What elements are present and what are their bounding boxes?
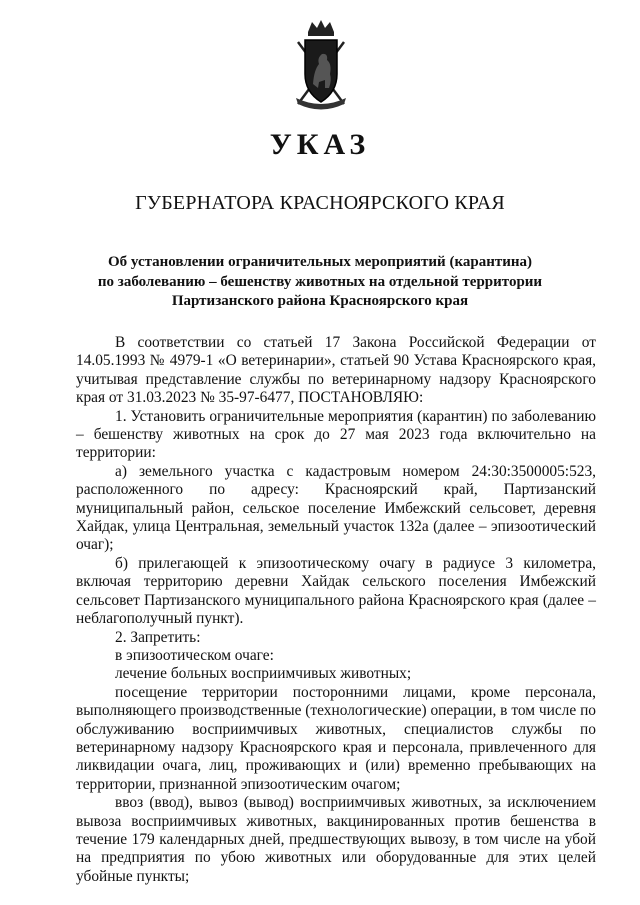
subject-line: по заболеванию – бешенству животных на отдельной территории xyxy=(97,273,543,290)
paragraph-preamble: В соответствии со статьей 17 Закона Российской Федерации от 14.05.1993 № 4979-1 «О ветеринарии», статьей 90 Устава Красноярского края, учитывая представление службы по ветеринарному надзору Красноярского края от 31.03.2023 № 35-97-6477, ПОСТАНОВЛЯЮ: xyxy=(76,334,596,407)
paragraph-item-1a: а) земельного участка с кадастровым номером 24:30:3500005:523, расположенного по адресу: Красноярский край, Партизанский муниципальный район, сельское поселение Имбежский сельсовет, деревня Хайдак, улица Центральная, земельный участок 132а (далее – эпизоотический очаг); xyxy=(76,462,596,554)
issuer-heading: ГУБЕРНАТОРА КРАСНОЯРСКОГО КРАЯ xyxy=(135,192,505,214)
paragraph-item-1b: б) прилегающей к эпизоотическому очагу в радиусе 3 километра, включая территорию деревни Хайдак сельского поселения Имбежский сельсовет Партизанского муниципального района Красноярского края (далее – неблагополучный пункт). xyxy=(76,554,596,628)
document-title: УКАЗ xyxy=(269,128,371,161)
paragraph-prohibition: посещение территории посторонними лицами, кроме персонала, выполняющего производственные (технологические) операции, в том числе по обслуживанию восприимчивых животных, специалистов службы по ветеринарному надзору Красноярского края и персонала, привлеченного для ликвидации очага, лиц, проживающих и (или) временно пребывающих на территории, признанной эпизоотическим очагом; xyxy=(76,683,596,793)
document-subject xyxy=(76,253,564,312)
paragraph-prohibition: лечение больных восприимчивых животных; xyxy=(115,665,412,683)
paragraph-item-1: 1. Установить ограничительные мероприятия (карантин) по заболеванию – бешенству животных на срок до 27 мая 2023 года включительно на территории: xyxy=(76,407,596,462)
document-body xyxy=(76,334,596,886)
subject-line: Партизанского района Красноярского края xyxy=(171,293,469,309)
subject-line: Об установлении ограничительных мероприятий (карантина) xyxy=(107,254,532,270)
paragraph-item-2: 2. Запретить: xyxy=(115,628,201,646)
paragraph-focus-heading: в эпизоотическом очаге: xyxy=(115,646,274,664)
coat-of-arms-icon xyxy=(292,18,350,110)
paragraph-prohibition: ввоз (ввод), вывоз (вывод) восприимчивых животных, за исключением вывоза восприимчивых животных, вакцинированных против бешенства в течение 179 календарных дней, предшествующих вывозу, в том числе на убой на предприятия по убою животных или оборудованные для этих целей убойные пункты; xyxy=(76,794,596,885)
